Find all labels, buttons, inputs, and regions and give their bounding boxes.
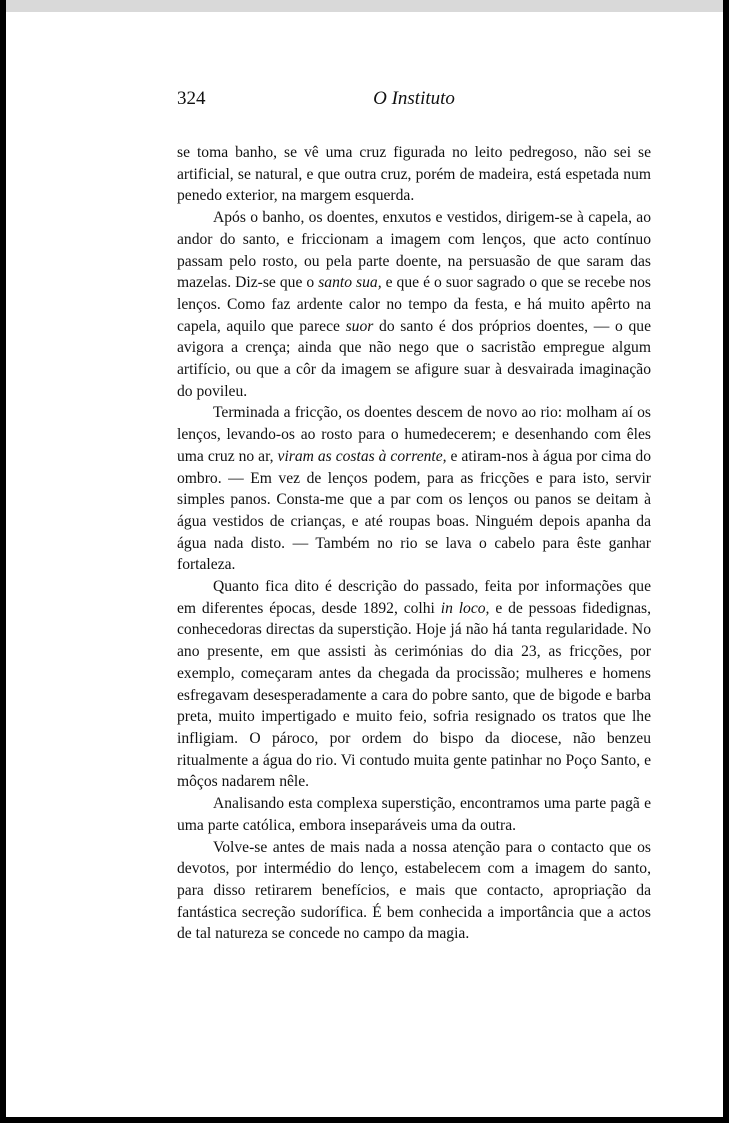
- text-segment: e que é o suor sagrado o que se recebe nos lenços. Como faz ardente calor no tempo da festa, e há muito apêrto na capela, aquilo que parece: [177, 274, 651, 335]
- text-segment: e de pessoas fidedignas, conhecedoras directas da superstição. Hoje já não há tanta regularidade. No ano presente, em que assisti às cerimónias do dia 23, as fricções, por exemplo, começaram antes da chegada da procissão; mulheres e homens esfregavam desesperadamente a cara do pobre santo, que de bigode e barba preta, muito impertigado e muito feio, sofria resignado os tratos que lhe infligiam. O pároco, por ordem do bispo da diocese, não benzeu ritualmente a água do rio. Vi contudo muita gente patinhar no Poço Santo, e môços nadarem nêle.: [177, 599, 652, 791]
- text-segment: Analisando esta complexa superstição, encontramos uma parte pagã e uma parte católica, embora inseparáveis uma da outra.: [177, 795, 651, 834]
- italic-text: suor: [345, 317, 374, 335]
- scan-edge-top: [0, 0, 729, 12]
- italic-text: in loco,: [440, 599, 490, 617]
- running-head: [177, 88, 651, 116]
- text-segment: se toma banho, se vê uma cruz figurada no leito pedregoso, não sei se artificial, se natural, e que outra cruz, porém de madeira, está espetada num penedo exterior, na margem esquerda.: [177, 144, 651, 205]
- text-segment: Quanto fica dito é descrição do passado, feita por informações que em diferentes épocas, desde 1892, colhi: [177, 578, 651, 617]
- scan-edge-left: [0, 0, 6, 1123]
- journal-title: O Instituto: [373, 88, 455, 109]
- paragraph: [177, 837, 651, 946]
- scan-edge-bottom: [0, 1117, 729, 1123]
- body-text: [177, 142, 651, 945]
- paragraph: [177, 142, 651, 207]
- paragraph: [177, 402, 651, 576]
- text-segment: e atiram-nos à água por cima do ombro. — Em vez de lenços podem, para as fricções e para isto, servir simples panos. Consta-me que a par com os lenços ou panos se deitam à água vestidos de crianças, e até roupas boas. Ninguém depois apanha da água nada disto. — Também no rio se lava o cabelo para êste ganhar fortaleza.: [177, 447, 651, 574]
- paragraph: [177, 576, 651, 793]
- paragraph: [177, 793, 651, 836]
- italic-text: santo sua,: [318, 274, 382, 292]
- scan-edge-right: [723, 0, 729, 1123]
- text-segment: do santo é dos próprios doentes, — o que avigora a crença; ainda que não nego que o sacristão empregue algum artifício, ou que a côr da imagem se afigure suar à desvairada imaginação do povileu.: [177, 317, 651, 400]
- page-number: 324: [177, 88, 206, 109]
- paragraph: [177, 207, 651, 402]
- text-segment: Terminada a fricção, os doentes descem de novo ao rio: molham aí os lenços, levando-os ao rosto para o humedecerem; e desenhando com êles uma cruz no ar,: [177, 404, 651, 465]
- italic-text: viram as costas à corrente,: [277, 447, 447, 465]
- text-segment: Volve-se antes de mais nada a nossa atenção para o contacto que os devotos, por intermédio do lenço, estabelecem com a imagem do santo, para disso retirarem benefícios, e mais que contacto, apropriação da fantástica secreção sudorífica. É bem conhecida a importância que a actos de tal natureza se concede no campo da magia.: [177, 838, 651, 943]
- text-segment: Após o banho, os doentes, enxutos e vestidos, dirigem-se à capela, ao andor do santo, e friccionam a imagem com lenços, que acto contínuo passam pelo rosto, ou pela parte doente, na persuasão de que saram das mazelas. Diz-se que o: [177, 209, 651, 292]
